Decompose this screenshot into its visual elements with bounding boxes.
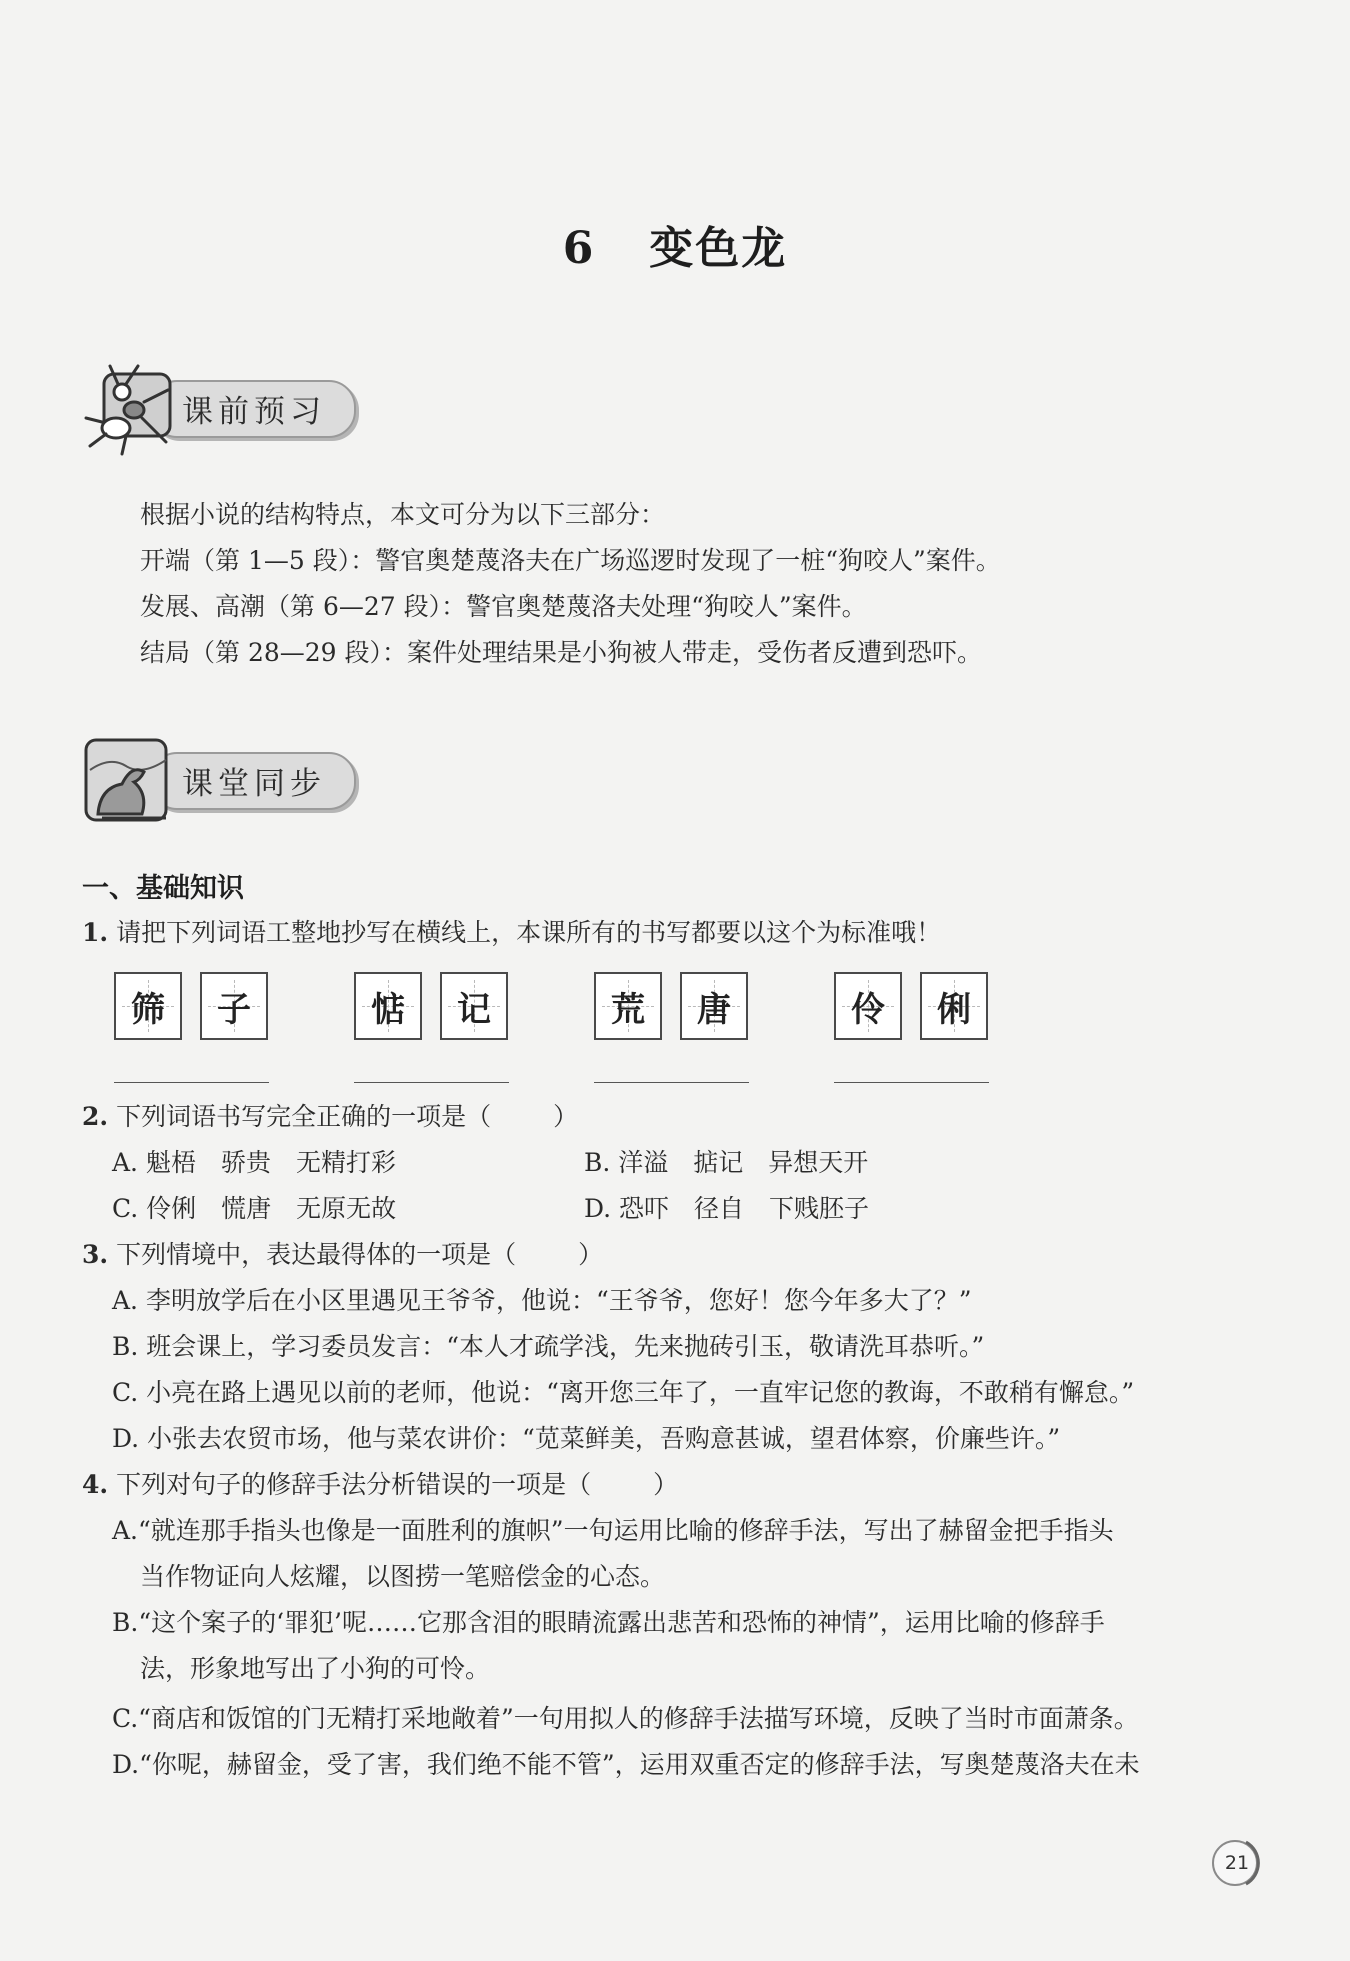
page-number-badge (1208, 1834, 1266, 1892)
question-text: 下列词语书写完全正确的一项是（ (116, 1102, 492, 1131)
question-4 (82, 1462, 678, 1508)
char-box (594, 972, 662, 1040)
answer-line[interactable] (114, 1082, 269, 1083)
option-b-continued: 法，形象地写出了小狗的可怜。 (140, 1654, 491, 1683)
option-c[interactable]: C.“商店和饭馆的门无精打采地敞着”一句用拟人的修辞手法描写环境，反映了当时市面萧条。 (112, 1704, 1139, 1733)
preview-line-3: 结局（第 28—29 段）：案件处理结果是小狗被人带走，受伤者反遭到恐吓。 (140, 638, 983, 667)
option-c[interactable]: C. 伶俐 慌唐 无原无故 (112, 1194, 397, 1223)
question-number: 1. (82, 918, 109, 947)
option-b[interactable]: B. 班会课上，学习委员发言：“本人才疏学浅，先来抛砖引玉，敬请洗耳恭听。” (112, 1332, 985, 1361)
option-a-continued: 当作物证向人炫耀，以图捞一笔赔偿金的心态。 (140, 1562, 666, 1591)
question-text: 下列情境中，表达最得体的一项是（ (116, 1240, 517, 1269)
section-label-preview: 课前预习 (182, 394, 326, 430)
section-header-preview (82, 362, 362, 458)
option-a[interactable]: A. 魁梧 骄贵 无精打彩 (112, 1148, 396, 1177)
option-b[interactable]: B. 洋溢 掂记 异想天开 (584, 1148, 869, 1177)
option-d[interactable]: D. 小张去农贸市场，他与菜农讲价：“苋菜鲜美，吾购意甚诚，望君体察，价廉些许。” (112, 1424, 1061, 1453)
char-box (200, 972, 268, 1040)
answer-line[interactable] (354, 1082, 509, 1083)
char-box (114, 972, 182, 1040)
answer-line[interactable] (834, 1082, 989, 1083)
option-d[interactable]: D.“你呢，赫留金，受了害，我们绝不能不管”，运用双重否定的修辞手法，写奥楚蔑洛夫在未 (112, 1750, 1140, 1779)
section-header-classroom (82, 734, 362, 830)
char: 筛 (131, 989, 165, 1030)
page-number: 21 (1224, 1852, 1250, 1874)
dinosaur-emblem-icon (82, 734, 178, 830)
question-number: 4. (82, 1470, 109, 1499)
part-heading: 一、基础知识 (82, 873, 244, 904)
char-box (920, 972, 988, 1040)
question-3 (82, 1232, 603, 1278)
question-1 (82, 910, 941, 956)
char: 荒 (611, 989, 645, 1030)
option-b[interactable]: B.“这个案子的‘罪犯’呢……它那含泪的眼睛流露出悲苦和恐怖的神情”，运用比喻的修辞手 (112, 1608, 1105, 1637)
option-d[interactable]: D. 恐吓 径自 下贱胚子 (584, 1194, 870, 1223)
char: 记 (457, 989, 491, 1030)
answer-line[interactable] (594, 1082, 749, 1083)
char: 俐 (937, 989, 971, 1030)
question-text: 下列对句子的修辞手法分析错误的一项是（ (116, 1470, 592, 1499)
preview-line-2: 发展、高潮（第 6—27 段）：警官奥楚蔑洛夫处理“狗咬人”案件。 (140, 592, 867, 621)
question-text: 请把下列词语工整地抄写在横线上，本课所有的书写都要以这个为标准哦！ (116, 918, 942, 947)
preview-intro: 根据小说的结构特点，本文可分为以下三部分： (140, 500, 666, 529)
question-close: ） (578, 1240, 604, 1269)
lesson-number: 6 (562, 223, 596, 274)
char: 伶 (851, 989, 885, 1030)
char: 唐 (697, 989, 731, 1030)
char-box (680, 972, 748, 1040)
char-box (354, 972, 422, 1040)
ant-emblem-icon (82, 362, 178, 458)
lesson-name: 变色龙 (649, 223, 788, 274)
question-close: ） (553, 1102, 579, 1131)
option-a[interactable]: A.“就连那手指头也像是一面胜利的旗帜”一句运用比喻的修辞手法，写出了赫留金把手指头 (112, 1516, 1114, 1545)
question-2 (82, 1094, 578, 1140)
section-label-classroom: 课堂同步 (182, 766, 326, 802)
char-box (440, 972, 508, 1040)
question-number: 2. (82, 1102, 109, 1131)
lesson-title (0, 212, 1350, 276)
option-c[interactable]: C. 小亮在路上遇见以前的老师，他说：“离开您三年了，一直牢记您的教诲，不敢稍有懈怠。” (112, 1378, 1135, 1407)
char-box (834, 972, 902, 1040)
char: 子 (217, 989, 251, 1030)
char: 惦 (371, 989, 405, 1030)
question-close: ） (653, 1470, 679, 1499)
preview-line-1: 开端（第 1—5 段）：警官奥楚蔑洛夫在广场巡逻时发现了一桩“狗咬人”案件。 (140, 546, 1001, 575)
question-number: 3. (82, 1240, 109, 1269)
option-a[interactable]: A. 李明放学后在小区里遇见王爷爷，他说：“王爷爷，您好！您今年多大了？” (112, 1286, 972, 1315)
